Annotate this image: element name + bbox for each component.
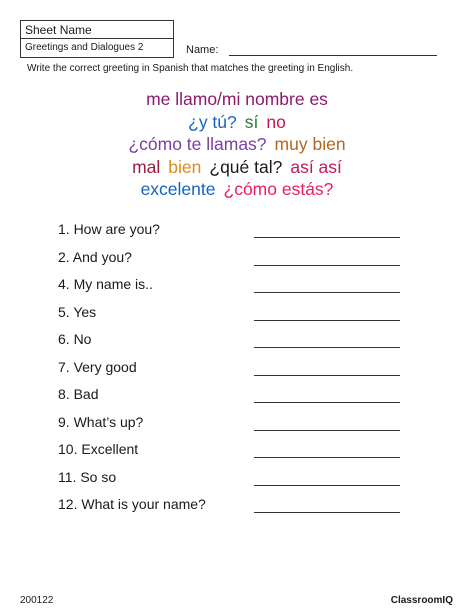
question-row [58,331,408,359]
question-row [58,221,408,249]
word-bank-item: ¿cómo te llamas? [128,134,267,154]
question-row [58,386,408,414]
answer-line[interactable] [254,237,400,238]
answer-line[interactable] [254,512,400,513]
word-bank-item: excelente [140,179,216,199]
sheet-title: Greetings and Dialogues 2 [25,42,144,53]
sheet-name-label: Sheet Name [25,23,92,37]
sheet-header-box [20,20,174,58]
word-bank-row [0,88,474,111]
word-bank-item: me llamo/mi nombre es [146,89,328,109]
word-bank-item: no [266,111,286,132]
question-row [58,359,408,387]
question-list [58,221,408,524]
question-text: 2. And you? [58,248,132,265]
answer-line[interactable] [254,457,400,458]
question-row [58,304,408,332]
question-text: 1. How are you? [58,221,160,237]
question-row [58,441,408,469]
word-bank-item: ¿y tú? [188,111,237,132]
answer-line[interactable] [254,430,400,431]
word-bank-item: así así [290,156,342,177]
answer-line[interactable] [254,320,400,321]
question-text: 4. My name is.. [58,276,153,292]
question-row [58,414,408,442]
word-bank-row [0,133,474,156]
word-bank-item: muy bien [274,134,346,154]
answer-line[interactable] [254,347,400,348]
question-text: 7. Very good [58,358,137,375]
answer-line[interactable] [254,292,400,293]
question-row [58,496,408,524]
question-text: 12. What is your name? [58,496,206,512]
word-bank [0,88,474,201]
word-bank-item: bien [168,156,202,177]
question-text: 9. What’s up? [58,413,144,430]
instructions: Write the correct greeting in Spanish that matches the greeting in English. [27,63,354,74]
word-bank-row [0,111,474,134]
question-text: 10. Excellent [58,441,139,457]
word-bank-item: sí [244,111,259,132]
answer-line[interactable] [254,402,400,403]
question-row [58,249,408,277]
word-bank-item: mal [132,156,161,177]
word-bank-row [0,178,474,201]
answer-line[interactable] [254,375,400,376]
word-bank-row [0,156,474,179]
question-text: 6. No [58,331,92,347]
brand-logo-text: ClassroomIQ [390,595,453,606]
question-row [58,276,408,304]
name-answer-line[interactable] [229,55,437,56]
word-bank-item: ¿cómo estás? [223,179,334,199]
question-text: 11. So so [58,468,117,485]
question-text: 8. Bad [58,386,99,402]
worksheet-id: 200122 [20,595,54,606]
question-text: 5. Yes [58,303,97,320]
answer-line[interactable] [254,485,400,486]
name-label: Name: [186,44,219,56]
answer-line[interactable] [254,265,400,266]
header-divider [21,38,173,39]
question-row [58,469,408,497]
word-bank-item: ¿qué tal? [209,156,283,177]
